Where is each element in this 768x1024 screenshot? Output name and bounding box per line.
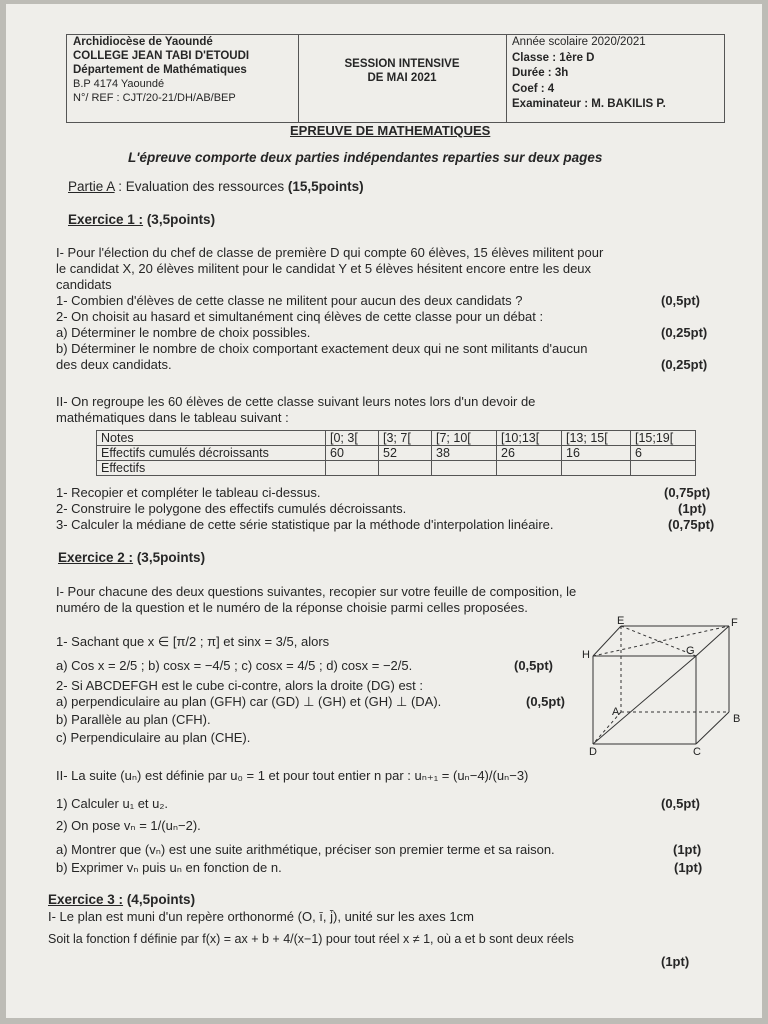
ex1-part2-q3: 3- Calculer la médiane de cette série statistique par la méthode d'interpolation linéaire. xyxy=(56,517,554,532)
examiner-label: Examinateur : M. BAKILIS P. xyxy=(512,98,666,110)
ex2-question-2b: b) Parallèle au plan (CFH). xyxy=(56,712,211,727)
class-label: Classe : 1ère D xyxy=(512,51,595,64)
header-left-4: B.P 4174 Yaoundé xyxy=(73,78,165,90)
ex2-part2-q1-points: (0,5pt) xyxy=(661,796,700,811)
table-cell: 60 xyxy=(326,446,379,461)
ex1-question-2b-cont: des deux candidats. xyxy=(56,357,172,372)
page-title: EPREUVE DE MATHEMATIQUES xyxy=(290,123,491,138)
table-cell: [3; 7[ xyxy=(379,431,432,446)
ex2-part2-q2b: b) Exprimer vₙ puis uₙ en fonction de n. xyxy=(56,860,282,875)
exam-page xyxy=(6,4,762,1018)
table-cell: [15;19[ xyxy=(631,431,696,446)
ex1-q2b-points: (0,25pt) xyxy=(661,357,708,372)
ex1-q2a-points: (0,25pt) xyxy=(661,325,708,340)
ex2-question-1: 1- Sachant que x ∈ [π/2 ; π] et sinx = 3/5, alors xyxy=(56,634,330,649)
ex1-intro-1: I- Pour l'élection du chef de classe de première D qui compte 60 élèves, 15 élèves militent pour xyxy=(56,245,604,260)
ex1-question-1: 1- Combien d'élèves de cette classe ne militent pour aucun des deux candidats ? xyxy=(56,293,523,308)
header-left-2: COLLEGE JEAN TABI D'ETOUDI xyxy=(73,50,250,62)
ex2-q1-points: (0,5pt) xyxy=(514,658,553,673)
cube-label-g: G xyxy=(686,645,695,657)
ex1-question-2a: a) Déterminer le nombre de choix possibles. xyxy=(56,325,311,340)
exercise-2-title: Exercice 2 : (3,5points) xyxy=(58,550,206,565)
table-cell: 6 xyxy=(631,446,696,461)
ex2-part2-intro: II- La suite (uₙ) est définie par u₀ = 1 et pour tout entier n par : uₙ₊₁ = (uₙ−4)/(uₙ−3) xyxy=(56,768,529,783)
ex2-question-1-options: a) Cos x = 2/5 ; b) cosx = −4/5 ; c) cosx = 4/5 ; d) cosx = −2/5. xyxy=(56,658,413,673)
exercise-3-title: Exercice 3 : (4,5points) xyxy=(48,892,196,907)
cube-label-d: D xyxy=(589,746,597,756)
ex1-intro-2: le candidat X, 20 élèves militent pour le candidat Y et 5 élèves hésitent encore entre les deux xyxy=(56,261,592,276)
ex1-q1-points: (0,5pt) xyxy=(661,293,700,308)
duration-label: Durée : 3h xyxy=(512,67,569,79)
ex1-part2-q3-points: (0,75pt) xyxy=(668,517,715,532)
table-cell: [13; 15[ xyxy=(562,431,631,446)
ex1-part2-q2: 2- Construire le polygone des effectifs cumulés décroissants. xyxy=(56,501,407,516)
ex1-part2-intro-1: II- On regroupe les 60 élèves de cette classe suivant leurs notes lors d'un devoir de xyxy=(56,394,536,409)
table-cell: [0; 3[ xyxy=(326,431,379,446)
session-info xyxy=(298,35,507,122)
ex2-q2a-points: (0,5pt) xyxy=(526,694,565,709)
ex2-question-2: 2- Si ABCDEFGH est le cube ci-contre, alors la droite (DG) est : xyxy=(56,678,424,693)
table-cell xyxy=(497,461,562,476)
ex2-question-2c: c) Perpendiculaire au plan (CHE). xyxy=(56,730,251,745)
ex1-part2-intro-2: mathématiques dans le tableau suivant : xyxy=(56,410,289,425)
ex3-line-1: I- Le plan est muni d'un repère orthonormé (O, ī, j̄), unité sur les axes 1cm xyxy=(48,909,474,924)
statistics-table xyxy=(96,430,696,476)
cube-label-a: A xyxy=(612,706,620,718)
ex3-line-2: Soit la fonction f définie par f(x) = ax + b + 4/(x−1) pour tout réel x ≠ 1, où a et b sont deux réels xyxy=(48,932,574,946)
ex1-part2-q2-points: (1pt) xyxy=(678,501,707,516)
ex2-question-2a: a) perpendiculaire au plan (GFH) car (GD) ⊥ (GH) et (GH) ⊥ (DA). xyxy=(56,694,442,709)
cube-label-c: C xyxy=(693,746,701,756)
ex2-part2-q2a-points: (1pt) xyxy=(673,842,702,857)
session-line-1: SESSION INTENSIVE xyxy=(344,58,460,70)
table-cell xyxy=(379,461,432,476)
ex3-points: (1pt) xyxy=(661,954,690,969)
cube-label-h: H xyxy=(582,649,590,661)
session-line-2: DE MAI 2021 xyxy=(367,72,437,84)
table-row xyxy=(97,446,696,461)
ex2-part2-q2: 2) On pose vₙ = 1/(uₙ−2). xyxy=(56,818,201,833)
ex2-part2-q1: 1) Calculer u₁ et u₂. xyxy=(56,796,169,811)
table-cell: 26 xyxy=(497,446,562,461)
ex1-part2-q1-points: (0,75pt) xyxy=(664,485,711,500)
school-year: Année scolaire 2020/2021 xyxy=(512,36,646,48)
table-cell: 38 xyxy=(432,446,497,461)
table-cell xyxy=(631,461,696,476)
school-info xyxy=(67,35,299,122)
exam-info xyxy=(506,35,724,122)
header-left-5: N°/ REF : CJT/20-21/DH/AB/BEP xyxy=(73,92,236,104)
ex2-intro-2: numéro de la question et le numéro de la réponse choisie parmi celles proposées. xyxy=(56,600,528,615)
header-left-1: Archidiocèse de Yaoundé xyxy=(73,36,213,48)
page-subtitle: L'épreuve comporte deux parties indépendantes reparties sur deux pages xyxy=(128,150,603,165)
exercise-1-title: Exercice 1 : (3,5points) xyxy=(68,212,216,227)
table-cell xyxy=(562,461,631,476)
table-cell xyxy=(432,461,497,476)
table-row xyxy=(97,461,696,476)
ex2-part2-q2a: a) Montrer que (vₙ) est une suite arithmétique, préciser son premier terme et sa raison. xyxy=(56,842,555,857)
table-cell xyxy=(326,461,379,476)
cube-label-e: E xyxy=(617,616,625,627)
ex2-part2-q2b-points: (1pt) xyxy=(674,860,703,875)
ex1-intro-3: candidats xyxy=(56,277,112,292)
cube-diagram xyxy=(581,616,751,756)
header-left-3: Département de Mathématiques xyxy=(73,64,247,76)
part-a-heading: Partie A : Evaluation des ressources (15,5points) xyxy=(68,179,364,194)
table-cell: Notes xyxy=(97,431,326,446)
cube-label-b: B xyxy=(733,713,741,725)
ex1-question-2b: b) Déterminer le nombre de choix comportant exactement deux qui ne sont militants d'aucun xyxy=(56,341,588,356)
coef-label: Coef : 4 xyxy=(512,82,555,95)
table-cell: [10;13[ xyxy=(497,431,562,446)
ex1-question-2: 2- On choisit au hasard et simultanément cinq élèves de cette classe pour un débat : xyxy=(56,309,544,324)
table-cell: [7; 10[ xyxy=(432,431,497,446)
table-cell: 16 xyxy=(562,446,631,461)
ex1-part2-q1: 1- Recopier et compléter le tableau ci-dessus. xyxy=(56,485,321,500)
header-box xyxy=(66,34,725,123)
ex2-intro-1: I- Pour chacune des deux questions suivantes, recopier sur votre feuille de composition, le xyxy=(56,584,577,599)
cube-label-f: F xyxy=(731,617,738,629)
table-cell: Effectifs xyxy=(97,461,326,476)
table-cell: Effectifs cumulés décroissants xyxy=(97,446,326,461)
table-cell: 52 xyxy=(379,446,432,461)
table-row xyxy=(97,431,696,446)
